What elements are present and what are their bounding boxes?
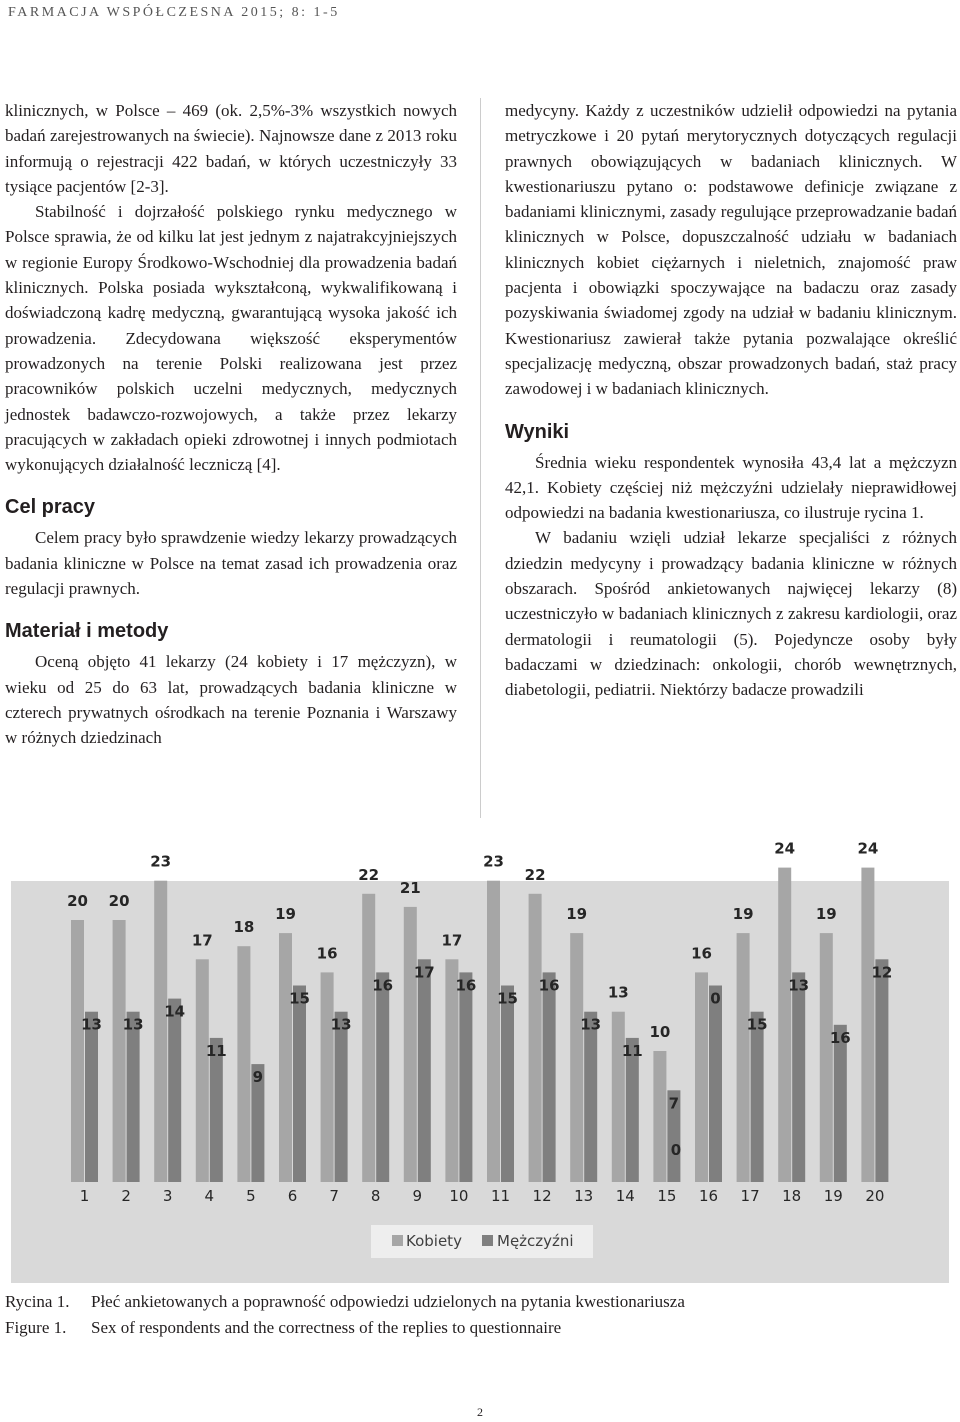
data-label-mezczyzni: 11 xyxy=(621,1041,643,1060)
bar-kobiety xyxy=(113,920,126,1182)
x-tick-label: 20 xyxy=(865,1187,885,1205)
paragraph: Oceną objęto 41 lekarzy (24 kobiety i 17 mężczyzn), w wieku od 25 do 63 lat, prowadzących badania kliniczne w czterech prywatnych ośrodkach na terenie Poznania i Warszawy w różnych dziedzinach xyxy=(5,652,457,748)
x-tick-label: 16 xyxy=(698,1187,719,1205)
x-tick-label: 19 xyxy=(823,1187,843,1205)
bar-mezczyzni xyxy=(376,972,389,1182)
bar-kobiety xyxy=(737,933,750,1182)
data-label-mezczyzni: 13 xyxy=(788,976,810,995)
x-tick-label: 13 xyxy=(574,1187,594,1205)
bar-mezczyzni xyxy=(418,959,431,1182)
data-label-kobiety: 16 xyxy=(691,944,712,963)
caption-label: Figure 1. xyxy=(5,1318,67,1337)
x-tick-label: 9 xyxy=(412,1187,423,1205)
data-label-kobiety: 19 xyxy=(732,905,754,924)
bar-kobiety xyxy=(529,894,542,1182)
bar-kobiety xyxy=(237,946,250,1182)
data-label-mezczyzni: 16 xyxy=(455,976,477,995)
left-column xyxy=(5,98,457,751)
bar-kobiety xyxy=(404,907,417,1182)
x-tick-label: 5 xyxy=(246,1187,256,1205)
x-tick-label: 10 xyxy=(449,1187,469,1205)
data-label-kobiety: 10 xyxy=(649,1023,671,1041)
data-label-mezczyzni: 15 xyxy=(746,1015,768,1034)
bar-kobiety xyxy=(861,868,874,1182)
x-tick-label: 2 xyxy=(121,1187,131,1205)
right-column xyxy=(505,98,957,703)
bar-kobiety xyxy=(196,959,209,1182)
x-tick-label: 11 xyxy=(490,1187,511,1205)
data-label-mezczyzni: 15 xyxy=(497,989,518,1008)
bar-kobiety xyxy=(570,933,583,1182)
x-tick-label: 17 xyxy=(740,1187,760,1205)
page-number: 2 xyxy=(477,1405,483,1419)
bar-kobiety xyxy=(653,1051,666,1182)
bar-mezczyzni xyxy=(792,972,805,1182)
data-label-mezczyzni: 16 xyxy=(829,1028,851,1047)
data-label-mezczyzni: 0 xyxy=(710,989,721,1008)
data-label-kobiety: 23 xyxy=(483,852,504,871)
data-label-mezczyzni: 16 xyxy=(538,976,560,995)
bar-mezczyzni xyxy=(834,1025,847,1182)
journal-header: FARMACJA WSPÓŁCZESNA 2015; 8: 1-5 xyxy=(8,5,340,20)
bar-mezczyzni xyxy=(168,999,181,1182)
legend-label-kobiety: Kobiety xyxy=(406,1232,462,1250)
legend-swatch-kobiety xyxy=(392,1235,403,1246)
data-label-kobiety: 16 xyxy=(316,944,338,963)
data-label-mezczyzni: 12 xyxy=(871,963,893,982)
caption-polish xyxy=(5,1292,685,1312)
bar-kobiety xyxy=(362,894,375,1182)
paragraph: Stabilność i dojrzałość polskiego rynku medycznego w Polsce sprawia, że od kilku lat jest jednym z najatrakcyjniejszych w regionie Europy Środkowo-Wschodniej dla prowadzenia badań klinicznych. Polska posiada wykształconą, wykwalifikowaną i doświadczoną kadrę medyczną, gwarantującą wysoka jakość ich prowadzenia. Zdecydowana większość eksperymentów prowadzonych na terenie Polski realizowana jest przez pracowników polskich uczelni medycznych, medycznych jednostek badawczo-rozwojowych, a także przez lekarzy pracujących w zakładach opieki zdrowotnej i innych podmiotach wykonujących działalność leczniczą [4]. xyxy=(5,202,457,475)
bar-chart xyxy=(11,839,949,1283)
bar-mezczyzni xyxy=(85,1012,98,1182)
data-label-mezczyzni: 9 xyxy=(252,1068,264,1087)
bar-mezczyzni xyxy=(459,972,472,1182)
caption-english xyxy=(5,1318,561,1338)
data-label-kobiety: 17 xyxy=(191,931,213,950)
data-label-kobiety: 24 xyxy=(857,839,879,858)
data-label-kobiety: 19 xyxy=(275,905,296,924)
bar-kobiety xyxy=(154,881,167,1182)
bar-mezczyzni xyxy=(709,986,722,1183)
data-label-kobiety: 21 xyxy=(399,878,421,897)
bar-mezczyzni xyxy=(751,1012,764,1182)
data-label-kobiety: 24 xyxy=(774,839,796,858)
data-label-zero: 0 xyxy=(670,1141,682,1159)
bar-kobiety xyxy=(695,972,708,1182)
paragraph: medycyny. Każdy z uczestników udzielił odpowiedzi na pytania metryczkowe i 20 pytań merytorycznych dotyczących regulacji prawnych obowiązujących w badaniach klinicznych. W kwestionariuszu pytano o: podstawowe definicje związane z badaniami klinicznymi, zasady regulujące przeprowadzanie badań klinicznych w Polsce, dopuszczalność udziału w badaniach klinicznych kobiet ciężarnych i nieletnich, znajomość praw pacjenta i obowiązki spoczywające na badaczu oraz zasady pozyskiwania świadomej zgody na udział w badaniu klinicznym. Kwestionariusz zawierał także pytania pozwalające określić specjalizację medyczną, obszar prowadzonych badań, staż pracy zawodowej i w badaniach klinicznych. xyxy=(505,101,957,399)
data-label-mezczyzni: 14 xyxy=(164,1002,186,1021)
bar-kobiety xyxy=(487,881,500,1182)
data-label-mezczyzni: 17 xyxy=(413,963,435,982)
x-tick-label: 14 xyxy=(615,1187,635,1205)
bar-mezczyzni xyxy=(584,1012,597,1182)
figure-chart xyxy=(11,839,949,1283)
data-label-kobiety: 19 xyxy=(815,905,837,924)
data-label-kobiety: 23 xyxy=(150,852,172,871)
data-label-mezczyzni: 11 xyxy=(205,1041,227,1060)
x-tick-label: 4 xyxy=(204,1187,215,1205)
bar-mezczyzni xyxy=(543,972,556,1182)
bar-mezczyzni xyxy=(501,986,514,1183)
data-label-kobiety: 22 xyxy=(524,865,546,884)
data-label-kobiety: 13 xyxy=(607,983,629,1002)
data-label-mezczyzni: 13 xyxy=(81,1015,102,1034)
x-tick-label: 8 xyxy=(370,1187,381,1205)
data-label-mezczyzni: 15 xyxy=(289,989,310,1008)
bar-mezczyzni xyxy=(875,959,888,1182)
data-label-mezczyzni: 7 xyxy=(668,1094,680,1113)
section-heading-wyniki: Wyniki xyxy=(505,420,570,443)
bar-kobiety xyxy=(71,920,84,1182)
bar-mezczyzni xyxy=(293,986,306,1183)
paragraph: Celem pracy było sprawdzenie wiedzy lekarzy prowadzących badania kliniczne w Polsce na temat zasad ich prowadzenia oraz regulacji prawnych. xyxy=(5,528,457,599)
paragraph: W badaniu wzięli udział lekarze specjaliści z różnych dziedzin medycyny i prowadzący badania kliniczne w różnych obszarach. Spośród ankietowanych najwięcej lekarzy (8) uczestniczyło w badaniach klinicznych z zakresu kardiologii, oraz dermatologii i reumatologii (5). Pojedyncze osoby były badaczami w dziedzinach: onkologii, chorób wewnętrznych, diabetologii, pediatrii. Niektórzy badacze prowadzili xyxy=(505,528,957,700)
x-tick-label: 6 xyxy=(287,1187,298,1205)
data-label-mezczyzni: 13 xyxy=(580,1015,602,1034)
legend-swatch-mezczyzni xyxy=(482,1235,493,1246)
x-tick-label: 18 xyxy=(782,1187,802,1205)
bar-kobiety xyxy=(612,1012,625,1182)
data-label-kobiety: 17 xyxy=(441,931,463,950)
bar-mezczyzni xyxy=(335,1012,348,1182)
data-label-kobiety: 22 xyxy=(358,865,380,884)
bar-kobiety xyxy=(820,933,833,1182)
data-label-kobiety: 20 xyxy=(67,892,88,910)
caption-text: Sex of respondents and the correctness of the replies to questionnaire xyxy=(91,1318,562,1337)
caption-text: Płeć ankietowanych a poprawność odpowiedzi udzielonych na pytania kwestionariusza xyxy=(91,1292,685,1311)
data-label-kobiety: 20 xyxy=(108,892,130,910)
bar-mezczyzni xyxy=(127,1012,140,1182)
x-tick-label: 3 xyxy=(162,1187,173,1205)
bar-kobiety xyxy=(321,972,334,1182)
paragraph: Średnia wieku respondentek wynosiła 43,4 lat a mężczyzn 42,1. Kobiety częściej niż mężczyźni udzielały nieprawidłowej odpowiedzi na badania kwestionariusza, co ilustruje rycina 1. xyxy=(505,452,957,523)
legend-label-mezczyzni: Mężczyźni xyxy=(497,1232,574,1250)
data-label-mezczyzni: 16 xyxy=(372,976,394,995)
data-label-mezczyzni: 13 xyxy=(122,1015,144,1034)
x-tick-label: 12 xyxy=(532,1187,552,1205)
caption-label: Rycina 1. xyxy=(5,1292,70,1311)
bar-kobiety xyxy=(279,933,292,1182)
x-tick-label: 1 xyxy=(79,1187,90,1205)
section-heading-material-i-metody: Materiał i metody xyxy=(5,620,169,643)
section-heading-cel-pracy: Cel pracy xyxy=(5,496,96,519)
column-divider xyxy=(480,98,481,818)
bar-kobiety xyxy=(778,868,791,1182)
paragraph: klinicznych, w Polsce – 469 (ok. 2,5%-3% wszystkich nowych badań zarejestrowanych na świecie). Najnowsze dane z 2013 roku informują o rejestracji 422 badań, w których uczestniczyły 33 tysiące pacjentów [2-3]. xyxy=(5,101,457,196)
x-tick-label: 7 xyxy=(329,1187,339,1205)
data-label-kobiety: 18 xyxy=(233,918,255,937)
data-label-kobiety: 19 xyxy=(566,905,588,924)
data-label-mezczyzni: 13 xyxy=(330,1015,352,1034)
x-tick-label: 15 xyxy=(657,1187,677,1205)
